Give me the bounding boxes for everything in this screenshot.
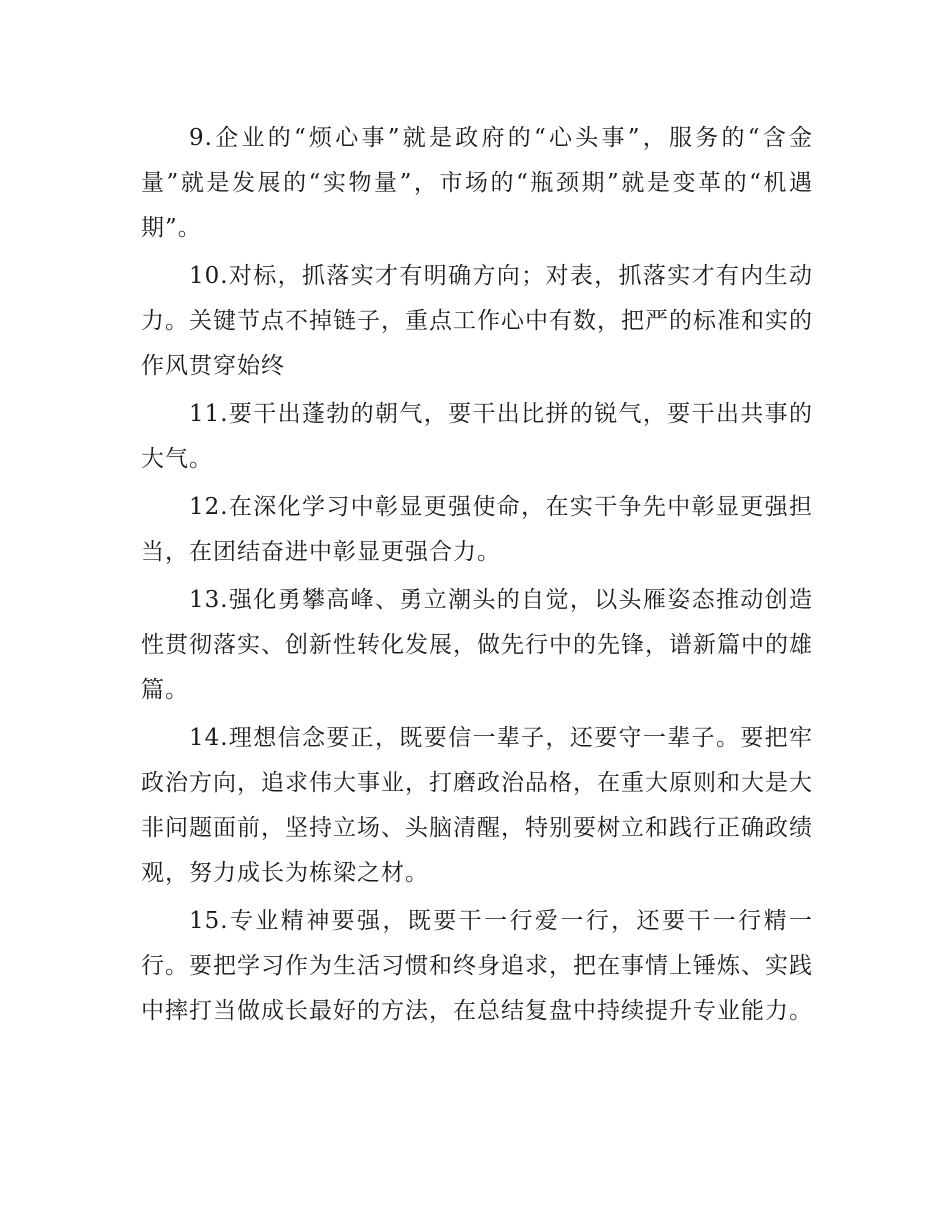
paragraph-15: 15.专业精神要强，既要干一行爱一行，还要干一行精一行。要把学习作为生活习惯和终身追求，把在事情上锤炼、实践中摔打当做成长最好的方法，在总结复盘中持续提升专业能力。 [141, 908, 813, 1024]
paragraph-14: 14.理想信念要正，既要信一辈子，还要守一辈子。要把牢政治方向，追求伟大事业，打磨政治品格，在重大原则和大是大非问题面前，坚持立场、头脑清醒，特别要树立和践行正确政绩观，努力成长为栋梁之材。 [141, 725, 813, 886]
document-body [141, 116, 813, 1037]
paragraph-11: 11.要干出蓬勃的朝气，要干出比拼的锐气，要干出共事的大气。 [141, 401, 813, 472]
paragraph-13: 13.强化勇攀高峰、勇立潮头的自觉，以头雁姿态推动创造性贯彻落实、创新性转化发展，做先行中的先锋，谱新篇中的雄篇。 [141, 587, 813, 703]
paragraph-10: 10.对标，抓落实才有明确方向；对表，抓落实才有内生动力。关键节点不掉链子，重点工作心中有数，把严的标准和实的作风贯穿始终 [141, 263, 813, 379]
paragraph-12: 12.在深化学习中彰显更强使命，在实干争先中彰显更强担当，在团结奋进中彰显更强合力。 [141, 494, 813, 565]
paragraph-9: 9.企业的“烦心事”就是政府的“心头事”，服务的“含金量”就是发展的“实物量”，市场的“瓶颈期”就是变革的“机遇期”。 [141, 125, 813, 241]
